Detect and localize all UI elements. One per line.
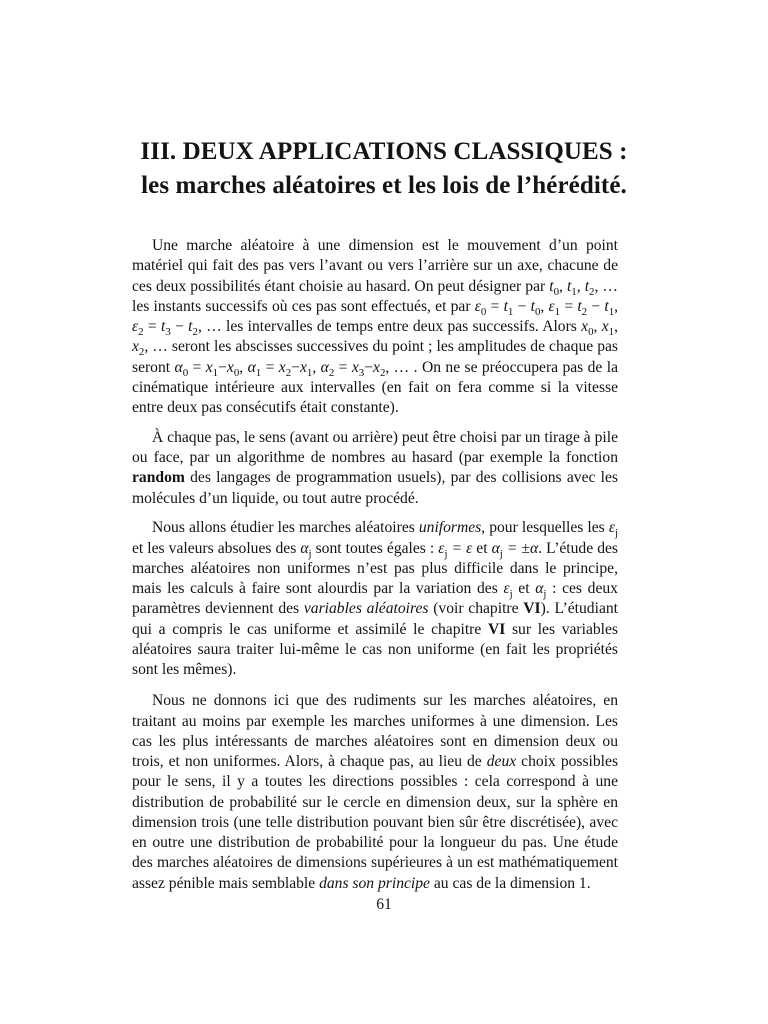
math: − <box>218 358 227 376</box>
text: ). L’étudiant qui a compris le cas uniforme et assimilé le chapitre <box>132 600 618 638</box>
page-number: 61 <box>376 896 392 913</box>
chapter-title: III. DEUX APPLICATIONS CLASSIQUES : <box>140 138 628 165</box>
math-sub: j <box>308 547 312 560</box>
math: , <box>576 277 585 295</box>
math: α <box>174 358 183 376</box>
text: (voir chapitre <box>428 600 524 618</box>
math: = <box>560 297 578 315</box>
body-text <box>132 236 618 903</box>
math: , <box>614 297 619 315</box>
math: , <box>239 358 248 376</box>
text: On ne se préoccupera pas de la cinématique intérieure aux intervalles (en fait on fera comme si la vitesse entre deux pas consécutifs était constante). <box>132 358 618 416</box>
math: x <box>205 358 213 376</box>
math-sub: 2 <box>192 325 198 338</box>
math: t <box>577 297 582 315</box>
math: x <box>278 358 286 376</box>
math-sub: 1 <box>571 285 577 298</box>
math: − <box>513 297 531 315</box>
chapter-subtitle: les marches aléatoires et les lois de l’hérédité. <box>141 172 627 199</box>
math: α <box>320 358 329 376</box>
math: , <box>559 277 567 295</box>
math: x <box>226 358 234 376</box>
paragraph-4 <box>132 691 618 894</box>
math: x <box>373 358 380 376</box>
math-sub: j <box>614 527 618 540</box>
math-sub: 0 <box>182 366 189 379</box>
math: , <box>593 318 602 335</box>
math: ε <box>132 318 139 335</box>
code-term: random <box>132 469 185 487</box>
math: α <box>535 580 544 597</box>
math: α <box>247 358 256 376</box>
math-sub: 3 <box>358 366 365 379</box>
math: , … . <box>385 358 418 376</box>
math: α <box>300 539 309 557</box>
text: les instants successifs où ces pas sont effectués, et par <box>132 297 475 315</box>
math: = <box>188 358 206 376</box>
math: = <box>486 297 504 315</box>
math-sub: 1 <box>608 325 615 338</box>
math-sub: 1 <box>212 366 219 379</box>
math: ε <box>474 297 481 315</box>
math-sub: 1 <box>554 305 561 318</box>
math: t <box>530 297 535 315</box>
math: t <box>549 277 554 295</box>
text: , pour lesquelles les <box>481 519 609 537</box>
math: ε <box>438 539 445 557</box>
math: − <box>587 297 605 315</box>
math: − <box>291 358 300 376</box>
math: , <box>312 358 321 376</box>
math-sub: 2 <box>285 366 292 379</box>
math-sub: 1 <box>507 305 514 318</box>
math: ε <box>548 297 555 315</box>
math-sub: 3 <box>165 325 171 338</box>
math: t <box>188 318 193 335</box>
math: x <box>581 318 589 335</box>
math-sub: 0 <box>480 305 487 318</box>
math: x <box>132 338 139 356</box>
text: Une marche aléatoire à une dimension est le mouvement d’un point matériel qui fait des pas vers l’avant ou vers l’arrière sur un axe, chacune de ces deux possibilités étant choisie au hasard. On peut désigner par <box>132 237 618 295</box>
math-sub: 0 <box>233 366 240 379</box>
math: x <box>601 318 609 335</box>
math-sub: 1 <box>255 366 262 379</box>
text: seront les abscisses successives du point ; les amplitudes de chaque pas seront <box>132 338 619 376</box>
text: et <box>472 539 492 557</box>
text: Nous allons étudier les marches aléatoires <box>152 519 419 537</box>
math: ε <box>608 519 615 537</box>
paragraph-3 <box>132 518 618 680</box>
math-sub: 0 <box>534 305 541 318</box>
paragraph-1 <box>132 236 618 418</box>
math: x <box>351 358 359 376</box>
math: α <box>491 539 500 557</box>
math-sub: j <box>509 587 513 600</box>
math: ε <box>503 580 510 597</box>
text: des langages de programmation usuels), par des collisions avec les molécules d’un liquide, ou tout autre procédé. <box>132 469 618 507</box>
math-sub: 2 <box>581 305 588 318</box>
math: = ε <box>447 539 473 557</box>
math-sub: j <box>444 547 448 560</box>
math: , … <box>594 277 619 295</box>
math: = <box>334 358 352 376</box>
math-sub: 2 <box>589 285 595 298</box>
math: t <box>160 318 166 335</box>
math: = <box>261 358 279 376</box>
math-sub: 2 <box>138 325 144 338</box>
math: = ±α <box>502 539 539 557</box>
text: choix possibles pour le sens, il y a toutes les directions possibles : cela correspond à une distribution de probabilité sur le cercle en dimension deux, sur la sphère en dimension trois (une telle distribution pouvant bien sûr être discrétisée), avec en outre une distribution de probabilité pour la longueur du pas. Une étude des marches aléatoires de dimensions supérieures à un est mathématiquement assez pénible mais semblable <box>132 753 619 892</box>
math-sub: 2 <box>328 366 335 379</box>
math-sub: 1 <box>608 305 615 318</box>
text: sont toutes égales : <box>311 539 439 557</box>
text: au cas de la dimension 1. <box>429 874 591 892</box>
math-sub: 0 <box>588 325 594 338</box>
math: , … <box>197 318 222 335</box>
paragraph-2 <box>132 428 618 509</box>
chapter-ref: VI <box>523 600 541 618</box>
math: x <box>299 358 307 376</box>
math-sub: 2 <box>138 346 145 359</box>
math: = <box>143 318 161 335</box>
math-sub: j <box>543 587 547 600</box>
math-sub: 0 <box>553 285 560 298</box>
math-sub: 2 <box>379 366 386 379</box>
text: et <box>512 580 536 597</box>
math: , … <box>144 338 168 356</box>
text: Nous ne donnons ici que des rudiments sur les marches aléatoires, en traitant au moins par exemple les marches uniformes à une dimension. Les cas les plus intéressants de marches aléatoires sont en dimension deux ou trois, et non uniformes. Alors, à chaque pas, au lieu de <box>132 692 618 770</box>
math: , <box>540 297 549 315</box>
text: les intervalles de temps entre deux pas successifs. Alors <box>221 318 582 335</box>
chapter-ref: VI <box>487 620 506 638</box>
emphasis: uniformes <box>418 519 482 537</box>
math-sub: j <box>499 547 503 560</box>
math-sub: 1 <box>306 366 313 379</box>
text: À chaque pas, le sens (avant ou arrière) peut être choisi par un tirage à pile ou face, par un algorithme de nombres au hasard (par exemple la fonction <box>132 428 618 466</box>
math: t <box>503 297 508 315</box>
math: t <box>584 277 590 295</box>
emphasis: deux <box>486 753 517 770</box>
math: t <box>604 297 609 315</box>
text: sur les variables aléatoires saura traiter lui-même le cas non uniforme (en fait les propriétés sont les mêmes). <box>132 620 618 678</box>
math: t <box>566 277 572 295</box>
text: . L’étude des marches aléatoires non uniformes n’est pas plus difficile dans le principe, mais les calculs à faire sont alourdis par la variation des <box>132 539 618 597</box>
math: − <box>170 318 189 335</box>
text: : ces deux paramètres deviennent des <box>132 580 618 618</box>
math: − <box>364 358 374 376</box>
text: et les valeurs absolues des <box>132 539 301 557</box>
emphasis: dans son principe <box>319 874 430 892</box>
emphasis: variables aléatoires <box>303 600 429 618</box>
math: , <box>614 318 618 335</box>
